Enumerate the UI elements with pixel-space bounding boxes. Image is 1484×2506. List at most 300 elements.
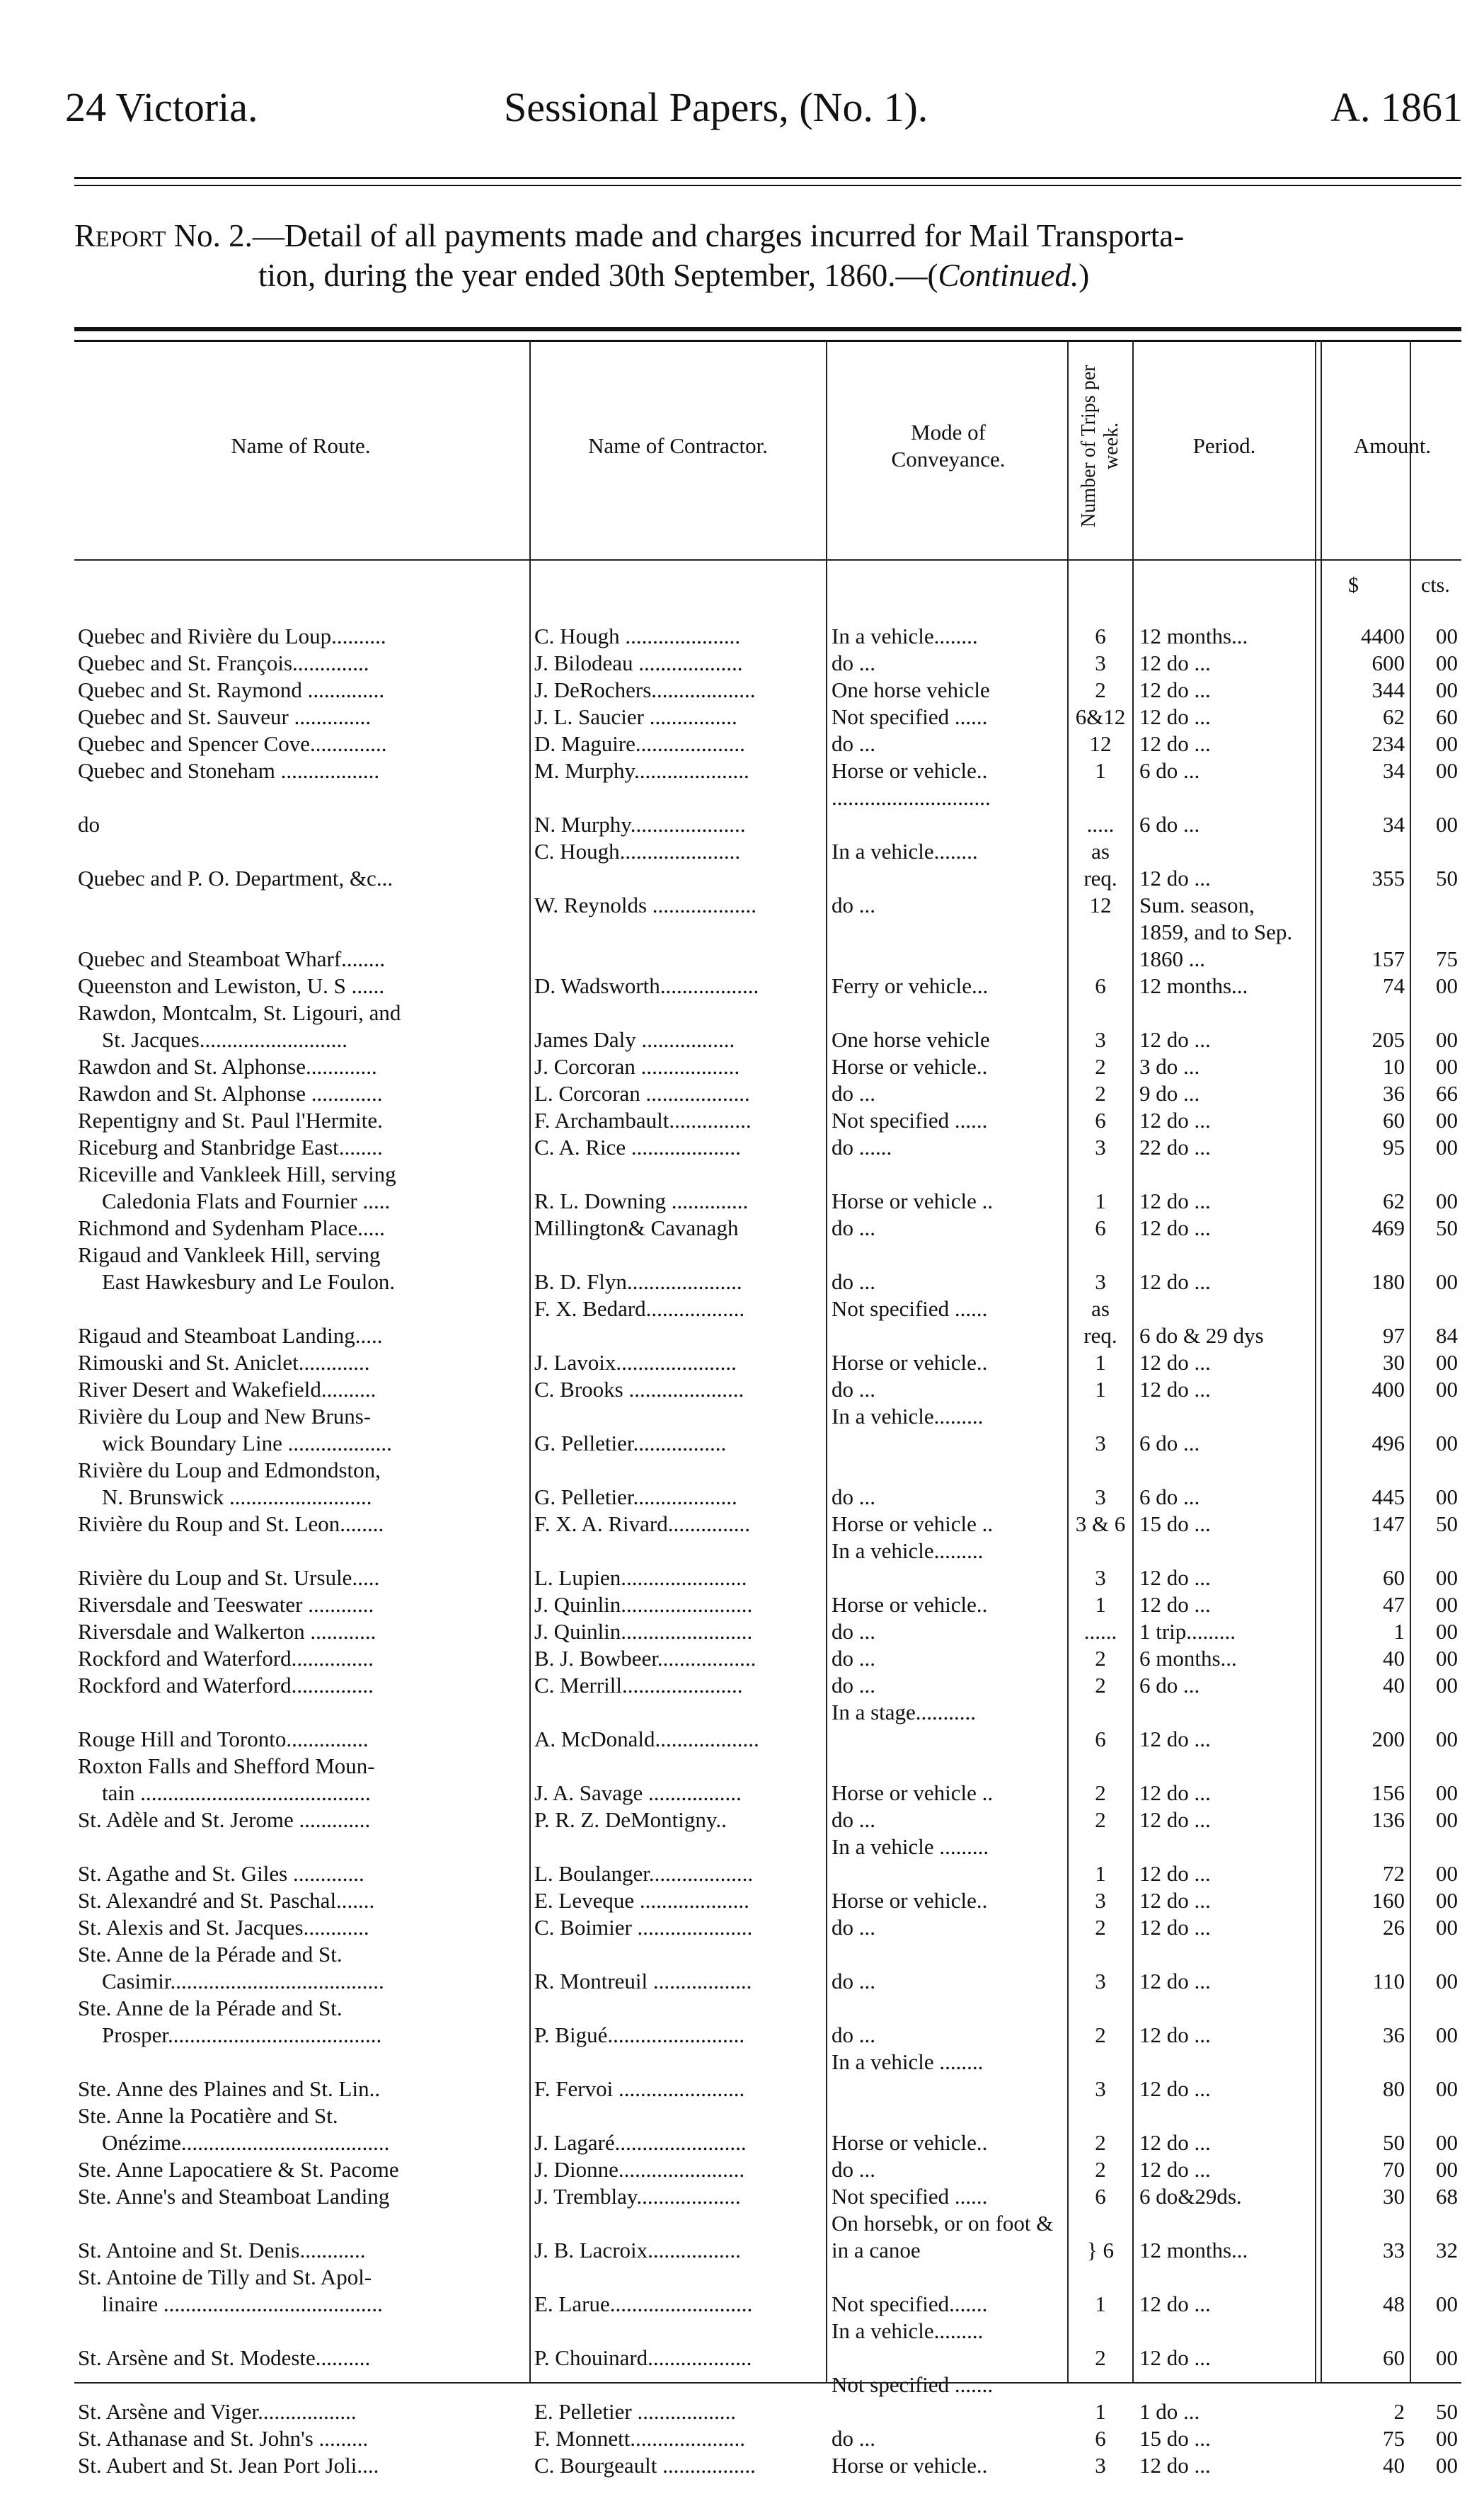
amount-cents: 00 <box>1436 2426 1458 2451</box>
route-name-line-1: River Desert and Wakefield.......... <box>78 1377 376 1402</box>
trips-per-week: 6 <box>1095 1215 1106 1240</box>
period: 12 do ... <box>1139 1915 1211 1940</box>
conveyance-mode: do ... <box>832 1081 875 1106</box>
report-title <box>74 216 1461 295</box>
route-name-line-1: Riversdale and Teeswater ............ <box>78 1592 374 1617</box>
amount-cents: 00 <box>1436 1350 1458 1375</box>
period: 22 do ... <box>1139 1135 1211 1160</box>
conveyance-mode: Not specified ...... <box>832 704 988 729</box>
route-name <box>78 1349 528 1376</box>
route-name <box>78 2156 528 2183</box>
route-name-line-2: Casimir....................................... <box>102 1969 384 1993</box>
table-row <box>0 1699 1484 1753</box>
route-name <box>78 1860 528 1887</box>
trips-per-week: 3 <box>1095 1565 1106 1590</box>
route-name-line-1: Ste. Anne la Pocatière and St. <box>78 2103 338 2128</box>
cents-label: cts. <box>1421 573 1450 597</box>
table-row <box>0 1349 1484 1376</box>
amount-dollars: 234 <box>1371 731 1405 756</box>
amount-dollars: 60 <box>1383 1108 1405 1133</box>
period: 12 do ... <box>1139 651 1211 675</box>
period: 12 do ... <box>1139 1780 1211 1805</box>
period: 12 do ... <box>1139 2453 1211 2478</box>
contractor-name: P. Chouinard................... <box>534 2345 752 2370</box>
route-name <box>78 2452 528 2479</box>
route-name <box>78 2237 528 2264</box>
route-name-line-1: Quebec and St. Raymond .............. <box>78 677 385 702</box>
conveyance-mode: do ... <box>832 1646 875 1671</box>
table-row <box>0 731 1484 757</box>
table-row <box>0 1242 1484 1295</box>
trips-per-week: 12 <box>1089 731 1112 756</box>
period: 12 do ... <box>1139 1189 1211 1213</box>
contractor-name: C. Brooks ..................... <box>534 1377 744 1402</box>
trips-per-week: 6 <box>1095 2426 1106 2451</box>
conveyance-mode: do ... <box>832 2022 875 2047</box>
amount-dollars: 30 <box>1383 1350 1405 1375</box>
table-bottom-rule <box>74 2382 1461 2384</box>
amount-dollars: 136 <box>1371 1807 1405 1832</box>
trips-per-week: 2 <box>1095 1915 1106 1940</box>
contractor-name: J. A. Savage ................. <box>534 1780 742 1805</box>
conveyance-mode: do ... <box>832 731 875 756</box>
col-header-period: Period. <box>1192 433 1256 458</box>
period: 6 do ... <box>1139 1431 1200 1455</box>
table-row <box>0 623 1484 650</box>
amount-cents: 00 <box>1436 1484 1458 1509</box>
table-row <box>0 1376 1484 1403</box>
amount-dollars: 74 <box>1383 973 1405 998</box>
conveyance-mode: In a vehicle........ <box>832 624 978 648</box>
route-name <box>78 1591 528 1618</box>
amount-cents: 84 <box>1436 1323 1458 1348</box>
trips-per-week: 1 <box>1095 1861 1106 1886</box>
contractor-name: P. Bigué......................... <box>534 2022 745 2047</box>
conveyance-mode: Horse or vehicle.. <box>832 1054 988 1079</box>
period: 12 do ... <box>1139 1861 1211 1886</box>
table-row <box>0 1161 1484 1215</box>
period: 12 do ... <box>1139 1215 1211 1240</box>
trips-per-week: ..... <box>1086 812 1115 837</box>
amount-dollars: 47 <box>1383 1592 1405 1617</box>
period: 12 do ... <box>1139 1108 1211 1133</box>
amount-dollars: 40 <box>1383 1673 1405 1698</box>
period: 12 months... <box>1139 624 1248 648</box>
table-row <box>0 1807 1484 1833</box>
conveyance-mode: Horse or vehicle.. <box>832 1888 988 1913</box>
trips-per-week: 6&12 <box>1075 704 1126 729</box>
trips-per-week: as req. <box>1083 1296 1117 1348</box>
amount-cents: 68 <box>1436 2184 1458 2209</box>
table-row <box>0 757 1484 784</box>
route-name <box>78 1000 528 1053</box>
trips-per-week: 1 <box>1095 1377 1106 1402</box>
table-row <box>0 1295 1484 1349</box>
route-name <box>78 1887 528 1914</box>
table-row <box>0 2425 1484 2452</box>
conveyance-mode: Ferry or vehicle... <box>832 973 989 998</box>
route-name-line-1: Richmond and Sydenham Place..... <box>78 1215 385 1240</box>
table-row <box>0 1941 1484 1995</box>
conveyance-mode: Not specified ...... <box>832 1296 988 1321</box>
period: 12 months... <box>1139 973 1248 998</box>
period: 12 do ... <box>1139 2345 1211 2370</box>
period: 15 do ... <box>1139 1511 1211 1536</box>
trips-per-week: 1 <box>1095 1592 1106 1617</box>
conveyance-mode: In a vehicle........ <box>832 839 978 864</box>
contractor-name: G. Pelletier................... <box>534 1484 737 1509</box>
route-name <box>78 1376 528 1403</box>
contractor-name: W. Reynolds ................... <box>534 893 757 917</box>
route-name-line-1: Roxton Falls and Shefford Moun- <box>78 1753 375 1778</box>
period: 6 do ... <box>1139 1673 1200 1698</box>
header-right: A. 1861 <box>1330 84 1463 130</box>
amount-dollars: 180 <box>1371 1269 1405 1294</box>
conveyance-mode: In a stage........... <box>832 1700 977 1724</box>
period: 12 do ... <box>1139 2076 1211 2101</box>
period: 6 do ... <box>1139 1484 1200 1509</box>
conveyance-mode: Horse or vehicle.. <box>832 2453 988 2478</box>
conveyance-mode: One horse vehicle <box>832 1027 990 1052</box>
amount-dollars: 36 <box>1383 2022 1405 2047</box>
conveyance-mode: do ... <box>832 2157 875 2182</box>
contractor-name: P. R. Z. DeMontigny.. <box>534 1807 727 1832</box>
route-name-line-1: Riversdale and Walkerton ............ <box>78 1619 376 1644</box>
contractor-name: C. A. Rice .................... <box>534 1135 741 1160</box>
conveyance-mode: Horse or vehicle.. <box>832 758 988 783</box>
period: 12 do ... <box>1139 2130 1211 2155</box>
trips-per-week: 2 <box>1095 1081 1106 1106</box>
route-name-line-1: Rockford and Waterford............... <box>78 1673 374 1698</box>
trips-per-week: } 6 <box>1086 2238 1115 2262</box>
amount-cents: 00 <box>1436 677 1458 702</box>
table-row <box>0 1403 1484 1457</box>
table-row <box>0 2371 1484 2425</box>
amount-dollars: 95 <box>1383 1135 1405 1160</box>
route-name-line-1: St. Alexandré and St. Paschal....... <box>78 1888 375 1913</box>
table-row <box>0 838 1484 892</box>
trips-per-week: 6 <box>1095 2184 1106 2209</box>
contractor-name: J. Quinlin........................ <box>534 1619 753 1644</box>
amount-cents: 00 <box>1436 1861 1458 1886</box>
conveyance-mode: ............................. <box>832 785 991 810</box>
route-name <box>78 2076 528 2102</box>
route-name-line-2: linaire ........................................ <box>102 2292 383 2316</box>
table-row <box>0 2102 1484 2156</box>
amount-cents: 00 <box>1436 1431 1458 1455</box>
table-row <box>0 1538 1484 1591</box>
route-name <box>78 1511 528 1538</box>
col-header-mode: Mode of Conveyance. <box>891 420 1006 471</box>
trips-per-week: 3 <box>1095 1027 1106 1052</box>
conveyance-mode: do ... <box>832 1673 875 1698</box>
amount-dollars: 10 <box>1383 1054 1405 1079</box>
period: 1 trip......... <box>1139 1619 1236 1644</box>
table-row <box>0 1134 1484 1161</box>
running-header <box>0 84 1484 133</box>
amount-cents: 00 <box>1436 731 1458 756</box>
table-row <box>0 2210 1484 2264</box>
route-name <box>78 1753 528 1807</box>
route-name <box>78 2183 528 2210</box>
col-header-amount: Amount. <box>1353 433 1432 458</box>
amount-cents: 00 <box>1436 2157 1458 2182</box>
amount-dollars: 75 <box>1383 2426 1405 2451</box>
amount-dollars: 36 <box>1383 1081 1405 1106</box>
table-row <box>0 1618 1484 1645</box>
contractor-name: F. Archambault............... <box>534 1108 752 1133</box>
header-rule <box>74 177 1461 186</box>
amount-cents: 00 <box>1436 651 1458 675</box>
amount-dollars: 48 <box>1383 2292 1405 2316</box>
route-name-line-1: Ste. Anne de la Pérade and St. <box>78 1996 343 2020</box>
route-name <box>78 2345 528 2371</box>
contractor-name: G. Pelletier................. <box>534 1431 727 1455</box>
trips-per-week: 2 <box>1095 1807 1106 1832</box>
amount-cents: 00 <box>1436 1673 1458 1698</box>
route-name-line-2: Prosper....................................... <box>102 2022 382 2047</box>
trips-per-week: 2 <box>1095 1646 1106 1671</box>
amount-dollars: 70 <box>1383 2157 1405 2182</box>
route-name-line-1: Ste. Anne's and Steamboat Landing <box>78 2184 390 2209</box>
period: 1 do ... <box>1139 2399 1200 2424</box>
trips-per-week: 1 <box>1095 758 1106 783</box>
amount-dollars: 157 <box>1371 946 1405 971</box>
route-name-line-1: Quebec and St. François.............. <box>78 651 369 675</box>
contractor-name: C. Merrill...................... <box>534 1673 743 1698</box>
conveyance-mode: do ...... <box>832 1135 892 1160</box>
trips-per-week: 3 <box>1095 1969 1106 1993</box>
conveyance-mode: In a vehicle ......... <box>832 1834 989 1859</box>
period: 12 do ... <box>1139 866 1211 891</box>
contractor-name: J. Bilodeau ................... <box>534 651 743 675</box>
route-name <box>78 1807 528 1833</box>
table-row <box>0 704 1484 731</box>
table-row <box>0 2318 1484 2371</box>
period: 12 do ... <box>1139 731 1211 756</box>
amount-dollars: 50 <box>1383 2130 1405 2155</box>
contractor-name: B. J. Bowbeer.................. <box>534 1646 757 1671</box>
table-row <box>0 892 1484 973</box>
conveyance-mode: Horse or vehicle.. <box>832 1350 988 1375</box>
table-row <box>0 1995 1484 2049</box>
table-row <box>0 1511 1484 1538</box>
amount-dollars: 344 <box>1371 677 1405 702</box>
amount-dollars: 469 <box>1371 1215 1405 1240</box>
amount-cents: 00 <box>1436 1915 1458 1940</box>
period: 12 do ... <box>1139 2157 1211 2182</box>
conveyance-mode: Horse or vehicle .. <box>832 1511 994 1536</box>
table-row <box>0 1914 1484 1941</box>
route-name-line-1: Quebec and Steamboat Wharf........ <box>78 946 386 971</box>
table-row <box>0 1107 1484 1134</box>
route-name-line-1: Rivière du Roup and St. Leon........ <box>78 1511 384 1536</box>
period: 6 do ... <box>1139 812 1200 837</box>
trips-per-week: 2 <box>1095 1780 1106 1805</box>
amount-dollars: 40 <box>1383 1646 1405 1671</box>
trips-per-week: 2 <box>1095 1673 1106 1698</box>
amount-dollars: 97 <box>1383 1323 1405 1348</box>
conveyance-mode: Horse or vehicle.. <box>832 1592 988 1617</box>
conveyance-mode: In a vehicle......... <box>832 1538 984 1563</box>
route-name <box>78 623 528 650</box>
route-name <box>78 865 528 892</box>
amount-dollars: 160 <box>1371 1888 1405 1913</box>
table-row <box>0 2049 1484 2102</box>
route-name-line-2: Onézime...................................... <box>102 2130 390 2155</box>
amount-dollars: 40 <box>1383 2453 1405 2478</box>
contractor-name: J. Quinlin........................ <box>534 1592 753 1617</box>
route-name-line-1: Ste. Anne Lapocatiere & St. Pacome <box>78 2157 399 2182</box>
amount-dollars: 2 <box>1393 2399 1405 2424</box>
contractor-name: J. Corcoran .................. <box>534 1054 740 1079</box>
route-name-line-1: Ste. Anne de la Pérade and St. <box>78 1942 343 1967</box>
amount-dollars: 400 <box>1371 1377 1405 1402</box>
header-left: 24 Victoria. <box>65 84 258 130</box>
contractor-name: J. L. Saucier ................ <box>534 704 737 729</box>
amount-cents: 00 <box>1436 812 1458 837</box>
amount-cents: 00 <box>1436 1189 1458 1213</box>
route-name <box>78 1215 528 1242</box>
contractor-name: E. Pelletier .................. <box>534 2399 736 2424</box>
trips-per-week: 1 <box>1095 2292 1106 2316</box>
title-continued: Continued. <box>938 258 1079 293</box>
amount-dollars: 4400 <box>1361 624 1405 648</box>
period: 12 do ... <box>1139 1888 1211 1913</box>
trips-per-week: as req. <box>1083 839 1117 891</box>
route-name <box>78 1995 528 2049</box>
trips-per-week: 3 <box>1095 651 1106 675</box>
amount-dollars: 62 <box>1383 1189 1405 1213</box>
table-row <box>0 677 1484 704</box>
amount-dollars: 156 <box>1371 1780 1405 1805</box>
period: 12 do ... <box>1139 1969 1211 1993</box>
route-name <box>78 1134 528 1161</box>
conveyance-mode: do ... <box>832 1377 875 1402</box>
route-name <box>78 1053 528 1080</box>
conveyance-mode: One horse vehicle <box>832 677 990 702</box>
route-name-line-1: Rawdon and St. Alphonse............. <box>78 1054 377 1079</box>
table-row <box>0 1000 1484 1053</box>
title-line-1-text: No. 2.—Detail of all payments made and charges incurred for Mail Transporta- <box>173 218 1185 253</box>
title-line-2-end: ) <box>1079 258 1090 293</box>
contractor-name: J. Tremblay................... <box>534 2184 741 2209</box>
route-name-line-1: Rouge Hill and Toronto............... <box>78 1727 369 1751</box>
contractor-name: L. Lupien....................... <box>534 1565 747 1590</box>
amount-cents: 00 <box>1436 1269 1458 1294</box>
route-name <box>78 1107 528 1134</box>
period: 12 do ... <box>1139 1377 1211 1402</box>
header-bottom-rule <box>74 559 1461 561</box>
contractor-name: F. X. A. Rivard............... <box>534 1511 750 1536</box>
amount-cents: 60 <box>1436 704 1458 729</box>
contractor-name: L. Corcoran ................... <box>534 1081 750 1106</box>
amount-cents: 00 <box>1436 2130 1458 2155</box>
contractor-name: C. Bourgeault ................. <box>534 2453 756 2478</box>
col-header-contractor: Name of Contractor. <box>588 433 768 458</box>
trips-per-week: 12 <box>1089 893 1112 917</box>
amount-dollars: 72 <box>1383 1861 1405 1886</box>
route-name <box>78 1161 528 1215</box>
route-name-line-1: St. Arsène and St. Modeste.......... <box>78 2345 371 2370</box>
conveyance-mode: Not specified ....... <box>832 2372 994 2397</box>
period: 12 do ... <box>1139 1807 1211 1832</box>
route-name <box>78 704 528 731</box>
route-name <box>78 2264 528 2318</box>
amount-cents: 00 <box>1436 1807 1458 1832</box>
table-row <box>0 1645 1484 1672</box>
route-name-line-1: St. Agathe and St. Giles ............. <box>78 1861 364 1886</box>
trips-per-week: 3 <box>1095 1431 1106 1455</box>
amount-dollars: 600 <box>1371 651 1405 675</box>
trips-per-week: 3 <box>1095 2076 1106 2101</box>
route-name-line-1: Rivière du Loup and Edmondston, <box>78 1458 381 1482</box>
route-name-line-1: St. Alexis and St. Jacques............ <box>78 1915 369 1940</box>
period: 12 do ... <box>1139 2022 1211 2047</box>
conveyance-mode: do ... <box>832 1915 875 1940</box>
table-row <box>0 1457 1484 1511</box>
route-name-line-1: St. Antoine de Tilly and St. Apol- <box>78 2265 372 2289</box>
amount-cents: 00 <box>1436 1027 1458 1052</box>
contractor-name: James Daly ................. <box>534 1027 735 1052</box>
amount-cents: 00 <box>1436 2292 1458 2316</box>
route-name-line-1: Rivière du Loup and New Bruns- <box>78 1404 372 1429</box>
trips-per-week: 3 & 6 <box>1075 1511 1126 1536</box>
conveyance-mode: do ... <box>832 1269 875 1294</box>
table-row <box>0 650 1484 677</box>
trips-per-week: 2 <box>1095 2022 1106 2047</box>
amount-cents: 50 <box>1436 1511 1458 1536</box>
amount-dollars: 34 <box>1383 758 1405 783</box>
amount-cents: 00 <box>1436 2076 1458 2101</box>
contractor-name: M. Murphy..................... <box>534 758 749 783</box>
route-name-line-1: Rimouski and St. Aniclet............. <box>78 1350 370 1375</box>
conveyance-mode: Not specified ...... <box>832 2184 988 2209</box>
route-name-line-1: do <box>78 812 100 837</box>
conveyance-mode: do ... <box>832 1969 875 1993</box>
table-row <box>0 2452 1484 2479</box>
amount-cents: 00 <box>1436 1727 1458 1751</box>
contractor-name: N. Murphy..................... <box>534 812 746 837</box>
trips-per-week: 1 <box>1095 2399 1106 2424</box>
dollar-sign-label: $ <box>1348 573 1359 597</box>
trips-per-week: 2 <box>1095 677 1106 702</box>
conveyance-mode: do ... <box>832 893 875 917</box>
route-name-line-1: St. Athanase and St. John's ......... <box>78 2426 369 2451</box>
amount-dollars: 1 <box>1393 1619 1405 1644</box>
conveyance-mode: do ... <box>832 2426 875 2451</box>
trips-per-week: ...... <box>1083 1619 1117 1644</box>
period: 12 do ... <box>1139 677 1211 702</box>
route-name-line-1: St. Aubert and St. Jean Port Joli.... <box>78 2453 379 2478</box>
contractor-name: F. X. Bedard.................. <box>534 1296 745 1321</box>
conveyance-mode: do ... <box>832 1807 875 1832</box>
route-name <box>78 1941 528 1995</box>
table-row <box>0 1591 1484 1618</box>
route-name <box>78 1242 528 1295</box>
period: 12 do ... <box>1139 1027 1211 1052</box>
period: Sum. season, 1859, and to Sep. 1860 ... <box>1139 893 1293 971</box>
amount-dollars: 62 <box>1383 704 1405 729</box>
trips-per-week: 3 <box>1095 1888 1106 1913</box>
contractor-name: A. McDonald................... <box>534 1727 759 1751</box>
table-row <box>0 973 1484 1000</box>
route-name <box>78 1726 528 1753</box>
contractor-name: B. D. Flyn..................... <box>534 1269 742 1294</box>
amount-dollars: 496 <box>1371 1431 1405 1455</box>
amount-cents: 00 <box>1436 1592 1458 1617</box>
contractor-name: L. Boulanger................... <box>534 1861 754 1886</box>
